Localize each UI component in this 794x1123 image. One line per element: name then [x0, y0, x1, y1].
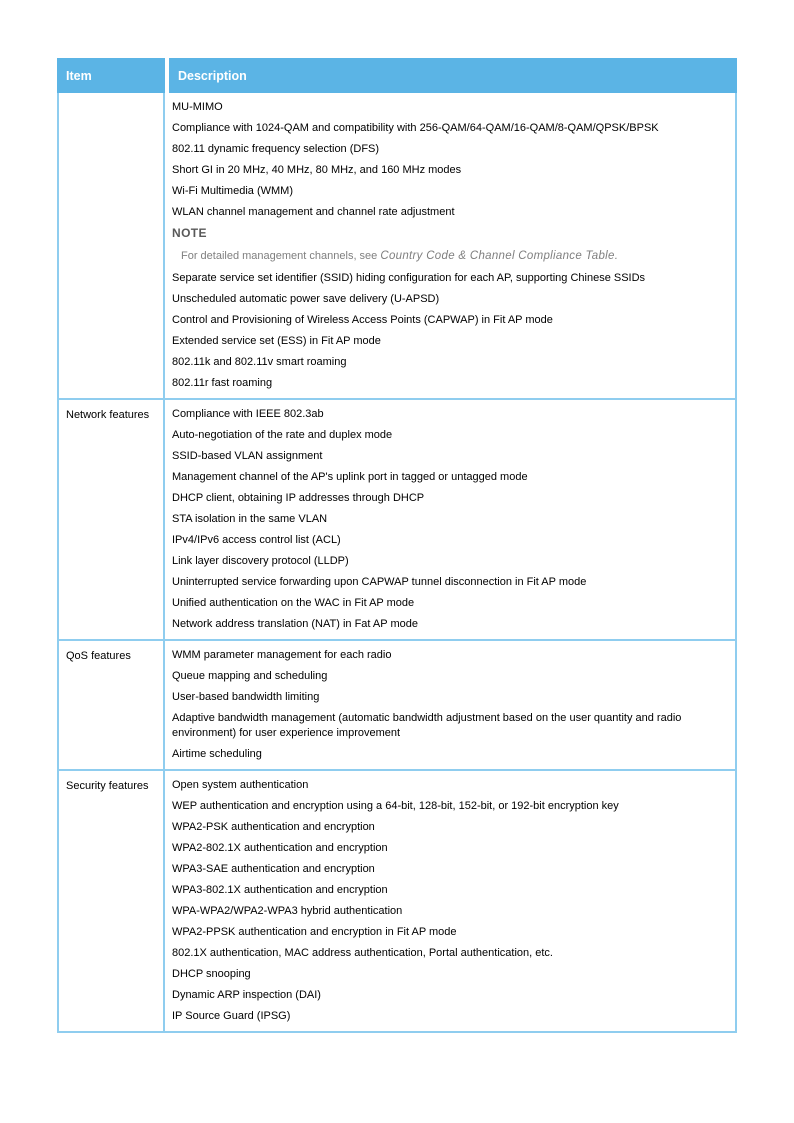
description-cell: [165, 641, 735, 769]
column-header-description: Description: [169, 58, 737, 93]
feature-line: WPA-WPA2/WPA2-WPA3 hybrid authentication: [172, 905, 403, 917]
feature-line: MU-MIMO: [172, 101, 223, 113]
feature-line: WLAN channel management and channel rate adjustment: [172, 206, 455, 218]
item-label: QoS features: [66, 650, 131, 662]
feature-line: Uninterrupted service forwarding upon CAPWAP tunnel disconnection in Fit AP mode: [172, 576, 587, 588]
feature-line: Auto-negotiation of the rate and duplex mode: [172, 429, 393, 441]
feature-line: Open system authentication: [172, 779, 309, 791]
feature-line: Compliance with 1024-QAM and compatibility with 256-QAM/64-QAM/16-QAM/8-QAM/QPSK/BPSK: [172, 122, 659, 134]
feature-line: Dynamic ARP inspection (DAI): [172, 989, 321, 1001]
table-row: [59, 398, 735, 639]
feature-line: Link layer discovery protocol (LLDP): [172, 555, 349, 567]
feature-line: DHCP snooping: [172, 968, 251, 980]
note-text: [181, 249, 723, 264]
item-label: Network features: [66, 409, 150, 421]
note-text-plain: For detailed management channels, see: [181, 250, 381, 262]
feature-line: Control and Provisioning of Wireless Access Points (CAPWAP) in Fit AP mode: [172, 314, 553, 326]
feature-line: 802.11 dynamic frequency selection (DFS): [172, 143, 380, 155]
feature-line: 802.11k and 802.11v smart roaming: [172, 356, 347, 368]
feature-line: IPv4/IPv6 access control list (ACL): [172, 534, 341, 546]
feature-line: Management channel of the AP's uplink port in tagged or untagged mode: [172, 471, 528, 483]
item-cell: [59, 400, 165, 639]
feature-line: Unified authentication on the WAC in Fit AP mode: [172, 597, 415, 609]
feature-line: Compliance with IEEE 802.3ab: [172, 408, 324, 420]
feature-line: Separate service set identifier (SSID) hiding configuration for each AP, supporting Chinese SSIDs: [172, 272, 646, 284]
feature-line: DHCP client, obtaining IP addresses through DHCP: [172, 492, 425, 504]
feature-line: WPA3-SAE authentication and encryption: [172, 863, 375, 875]
feature-line: WPA2-802.1X authentication and encryption: [172, 842, 388, 854]
table-header-row: [57, 58, 737, 93]
spec-table: [57, 58, 737, 1033]
item-cell: [59, 93, 165, 398]
feature-line: 802.1X authentication, MAC address authentication, Portal authentication, etc.: [172, 947, 553, 959]
item-label: Security features: [66, 780, 149, 792]
feature-line: WPA2-PPSK authentication and encryption in Fit AP mode: [172, 926, 457, 938]
table-row: [59, 639, 735, 769]
feature-line: User-based bandwidth limiting: [172, 691, 320, 703]
feature-line: IP Source Guard (IPSG): [172, 1010, 291, 1022]
feature-line: WEP authentication and encryption using a 64-bit, 128-bit, 152-bit, or 192-bit encryption key: [172, 800, 619, 812]
feature-line: 802.11r fast roaming: [172, 377, 273, 389]
description-cell: [165, 400, 735, 639]
feature-line: Network address translation (NAT) in Fat AP mode: [172, 618, 418, 630]
feature-line: SSID-based VLAN assignment: [172, 450, 323, 462]
column-header-item: Item: [57, 58, 165, 93]
feature-line: Adaptive bandwidth management (automatic bandwidth adjustment based on the user quantity and radio environment) for user experience improvement: [172, 712, 682, 739]
table-body: [57, 93, 737, 1033]
description-cell: [165, 93, 735, 398]
feature-line: WPA3-802.1X authentication and encryption: [172, 884, 388, 896]
item-cell: [59, 771, 165, 1031]
item-cell: [59, 641, 165, 769]
feature-line: Wi-Fi Multimedia (WMM): [172, 185, 293, 197]
feature-line: Extended service set (ESS) in Fit AP mode: [172, 335, 381, 347]
feature-line: STA isolation in the same VLAN: [172, 513, 328, 525]
feature-line: WPA2-PSK authentication and encryption: [172, 821, 375, 833]
table-row: [59, 769, 735, 1031]
note-text-italic: Country Code & Channel Compliance Table.: [380, 250, 619, 262]
feature-line: WMM parameter management for each radio: [172, 649, 392, 661]
description-cell: [165, 771, 735, 1031]
feature-line: Queue mapping and scheduling: [172, 670, 328, 682]
feature-line: Short GI in 20 MHz, 40 MHz, 80 MHz, and 160 MHz modes: [172, 164, 462, 176]
feature-line: Airtime scheduling: [172, 748, 262, 760]
note-heading: NOTE: [172, 226, 207, 240]
feature-line: Unscheduled automatic power save delivery (U-APSD): [172, 293, 440, 305]
table-row: [59, 93, 735, 398]
